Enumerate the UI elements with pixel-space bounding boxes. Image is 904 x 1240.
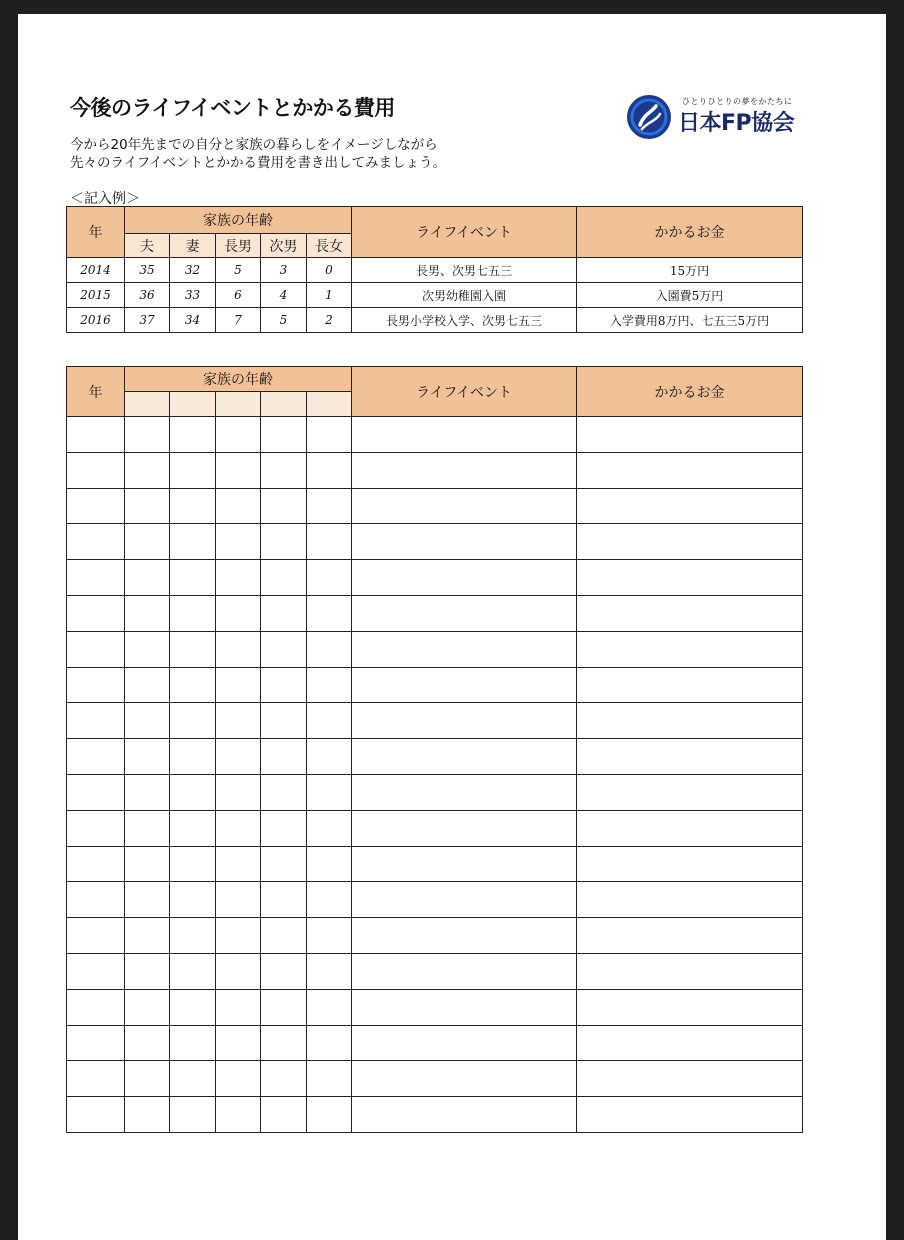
age-input-cell[interactable] (216, 524, 261, 560)
age-input-cell[interactable] (216, 452, 261, 488)
age-input-cell[interactable] (170, 595, 216, 631)
year-input-cell[interactable] (67, 595, 125, 631)
example-label: ＜記入例＞ (70, 191, 140, 207)
event-input-cell[interactable] (352, 631, 577, 667)
cost-input-cell[interactable] (577, 810, 803, 846)
age-input-cell[interactable] (216, 417, 261, 453)
cost-header: かかるお金 (577, 367, 803, 417)
member-header-wife: 妻 (170, 234, 216, 258)
year-input-cell[interactable] (67, 1025, 125, 1061)
example-age-cell: 6 (216, 283, 261, 308)
example-event-cell: 長男小学校入学、次男七五三 (352, 308, 577, 333)
age-input-cell[interactable] (261, 1097, 307, 1133)
age-input-cell[interactable] (125, 1061, 170, 1097)
age-input-cell[interactable] (170, 667, 216, 703)
example-age-cell: 37 (125, 308, 170, 333)
example-age-cell: 5 (216, 258, 261, 283)
age-input-cell[interactable] (261, 774, 307, 810)
age-input-cell[interactable] (216, 846, 261, 882)
cost-input-cell[interactable] (577, 703, 803, 739)
cost-input-cell[interactable] (577, 1025, 803, 1061)
event-input-cell[interactable] (352, 1097, 577, 1133)
cost-input-cell[interactable] (577, 524, 803, 560)
year-input-cell[interactable] (67, 667, 125, 703)
document-page (18, 14, 886, 1240)
age-input-cell[interactable] (170, 1097, 216, 1133)
year-input-cell[interactable] (67, 882, 125, 918)
example-age-cell: 35 (125, 258, 170, 283)
age-input-cell[interactable] (216, 667, 261, 703)
age-input-cell[interactable] (125, 631, 170, 667)
age-input-cell[interactable] (170, 953, 216, 989)
age-input-cell[interactable] (307, 989, 352, 1025)
form-row (67, 560, 803, 596)
form-row (67, 524, 803, 560)
age-input-cell[interactable] (170, 1025, 216, 1061)
age-input-cell[interactable] (261, 703, 307, 739)
year-input-cell[interactable] (67, 524, 125, 560)
age-input-cell[interactable] (216, 774, 261, 810)
event-input-cell[interactable] (352, 1061, 577, 1097)
age-input-cell[interactable] (170, 452, 216, 488)
member-header-husband: 夫 (125, 234, 170, 258)
age-input-cell[interactable] (125, 953, 170, 989)
event-input-cell[interactable] (352, 524, 577, 560)
example-cost-cell: 入学費用8万円、七五三5万円 (577, 308, 803, 333)
event-input-cell[interactable] (352, 703, 577, 739)
year-header: 年 (67, 367, 125, 417)
example-age-cell: 0 (307, 258, 352, 283)
age-input-cell[interactable] (261, 560, 307, 596)
example-age-cell: 34 (170, 308, 216, 333)
form-row (67, 739, 803, 775)
age-input-cell[interactable] (261, 810, 307, 846)
intro-text (70, 136, 446, 172)
age-input-cell[interactable] (307, 953, 352, 989)
example-age-cell: 2 (307, 308, 352, 333)
member-header-eldest-daughter: 長女 (307, 234, 352, 258)
age-input-cell[interactable] (216, 810, 261, 846)
age-input-cell[interactable] (307, 595, 352, 631)
cost-input-cell[interactable] (577, 631, 803, 667)
year-input-cell[interactable] (67, 452, 125, 488)
example-row (67, 308, 803, 333)
age-input-cell[interactable] (261, 452, 307, 488)
example-age-cell: 1 (307, 283, 352, 308)
year-input-cell[interactable] (67, 774, 125, 810)
example-age-cell: 32 (170, 258, 216, 283)
age-input-cell[interactable] (216, 739, 261, 775)
cost-input-cell[interactable] (577, 739, 803, 775)
form-row (67, 595, 803, 631)
logo-name: 日本FP協会 (678, 111, 795, 136)
example-age-cell: 5 (261, 308, 307, 333)
age-input-cell[interactable] (125, 989, 170, 1025)
example-year-cell: 2014 (67, 258, 125, 283)
cost-input-cell[interactable] (577, 918, 803, 954)
form-row (67, 667, 803, 703)
age-input-cell[interactable] (170, 918, 216, 954)
age-input-cell[interactable] (170, 739, 216, 775)
cost-input-cell[interactable] (577, 1061, 803, 1097)
event-input-cell[interactable] (352, 595, 577, 631)
age-input-cell[interactable] (261, 918, 307, 954)
example-age-cell: 36 (125, 283, 170, 308)
age-input-cell[interactable] (170, 846, 216, 882)
year-header: 年 (67, 207, 125, 258)
cost-input-cell[interactable] (577, 774, 803, 810)
age-input-cell[interactable] (307, 774, 352, 810)
form-row (67, 417, 803, 453)
age-input-cell[interactable] (216, 703, 261, 739)
logo-tagline: ひとりひとりの夢をかたちに (682, 97, 793, 106)
age-input-cell[interactable] (170, 560, 216, 596)
form-row (67, 953, 803, 989)
year-input-cell[interactable] (67, 488, 125, 524)
age-input-cell[interactable] (307, 667, 352, 703)
age-input-cell[interactable] (170, 774, 216, 810)
age-input-cell[interactable] (125, 417, 170, 453)
year-input-cell[interactable] (67, 1097, 125, 1133)
example-age-cell: 3 (261, 258, 307, 283)
year-input-cell[interactable] (67, 631, 125, 667)
example-age-cell: 7 (216, 308, 261, 333)
cost-input-cell[interactable] (577, 667, 803, 703)
age-input-cell[interactable] (170, 810, 216, 846)
age-input-cell[interactable] (125, 703, 170, 739)
page-title: 今後のライフイベントとかかる費用 (70, 96, 395, 120)
event-input-cell[interactable] (352, 488, 577, 524)
year-input-cell[interactable] (67, 846, 125, 882)
intro-line-1: 今から20年先までの自分と家族の暮らしをイメージしながら (70, 137, 438, 153)
age-input-cell[interactable] (307, 846, 352, 882)
jafp-logo-mark-icon (626, 94, 672, 140)
example-age-cell: 33 (170, 283, 216, 308)
age-input-cell[interactable] (125, 774, 170, 810)
age-input-cell[interactable] (125, 452, 170, 488)
cost-input-cell[interactable] (577, 488, 803, 524)
form-row (67, 918, 803, 954)
age-input-cell[interactable] (125, 810, 170, 846)
member-header-second-son: 次男 (261, 234, 307, 258)
age-input-cell[interactable] (307, 417, 352, 453)
age-input-cell[interactable] (125, 739, 170, 775)
age-input-cell[interactable] (170, 989, 216, 1025)
form-row (67, 452, 803, 488)
family-ages-header: 家族の年齢 (125, 367, 352, 392)
age-input-cell[interactable] (307, 882, 352, 918)
example-table (66, 206, 803, 333)
year-input-cell[interactable] (67, 953, 125, 989)
event-input-cell[interactable] (352, 989, 577, 1025)
cost-input-cell[interactable] (577, 953, 803, 989)
event-input-cell[interactable] (352, 667, 577, 703)
member-header-blank[interactable] (125, 392, 170, 417)
example-year-cell: 2015 (67, 283, 125, 308)
age-input-cell[interactable] (261, 1061, 307, 1097)
age-input-cell[interactable] (125, 524, 170, 560)
example-row (67, 258, 803, 283)
year-input-cell[interactable] (67, 918, 125, 954)
year-input-cell[interactable] (67, 560, 125, 596)
age-input-cell[interactable] (307, 452, 352, 488)
age-input-cell[interactable] (125, 560, 170, 596)
form-row (67, 488, 803, 524)
age-input-cell[interactable] (307, 1061, 352, 1097)
form-row (67, 1061, 803, 1097)
member-header-blank[interactable] (307, 392, 352, 417)
form-row (67, 1097, 803, 1133)
life-event-header: ライフイベント (352, 367, 577, 417)
age-input-cell[interactable] (125, 846, 170, 882)
age-input-cell[interactable] (261, 667, 307, 703)
life-event-form-table (66, 366, 803, 1133)
example-year-cell: 2016 (67, 308, 125, 333)
age-input-cell[interactable] (170, 631, 216, 667)
cost-input-cell[interactable] (577, 452, 803, 488)
form-row (67, 1025, 803, 1061)
form-row (67, 882, 803, 918)
age-input-cell[interactable] (216, 595, 261, 631)
age-input-cell[interactable] (170, 488, 216, 524)
form-row (67, 774, 803, 810)
cost-input-cell[interactable] (577, 846, 803, 882)
age-input-cell[interactable] (261, 989, 307, 1025)
event-input-cell[interactable] (352, 810, 577, 846)
event-input-cell[interactable] (352, 846, 577, 882)
age-input-cell[interactable] (125, 1025, 170, 1061)
cost-input-cell[interactable] (577, 989, 803, 1025)
age-input-cell[interactable] (307, 703, 352, 739)
age-input-cell[interactable] (125, 488, 170, 524)
member-header-eldest-son: 長男 (216, 234, 261, 258)
age-input-cell[interactable] (170, 1061, 216, 1097)
cost-input-cell[interactable] (577, 417, 803, 453)
age-input-cell[interactable] (307, 810, 352, 846)
year-input-cell[interactable] (67, 810, 125, 846)
age-input-cell[interactable] (216, 989, 261, 1025)
event-input-cell[interactable] (352, 739, 577, 775)
age-input-cell[interactable] (216, 918, 261, 954)
event-input-cell[interactable] (352, 918, 577, 954)
age-input-cell[interactable] (307, 560, 352, 596)
age-input-cell[interactable] (216, 953, 261, 989)
age-input-cell[interactable] (261, 488, 307, 524)
age-input-cell[interactable] (307, 1097, 352, 1133)
form-row (67, 846, 803, 882)
form-row (67, 703, 803, 739)
age-input-cell[interactable] (261, 953, 307, 989)
cost-input-cell[interactable] (577, 595, 803, 631)
event-input-cell[interactable] (352, 417, 577, 453)
example-event-cell: 長男、次男七五三 (352, 258, 577, 283)
age-input-cell[interactable] (307, 488, 352, 524)
cost-input-cell[interactable] (577, 560, 803, 596)
example-cost-cell: 15万円 (577, 258, 803, 283)
age-input-cell[interactable] (261, 417, 307, 453)
example-row (67, 283, 803, 308)
age-input-cell[interactable] (216, 1097, 261, 1133)
age-input-cell[interactable] (125, 667, 170, 703)
age-input-cell[interactable] (261, 595, 307, 631)
age-input-cell[interactable] (261, 739, 307, 775)
cost-input-cell[interactable] (577, 882, 803, 918)
age-input-cell[interactable] (216, 882, 261, 918)
age-input-cell[interactable] (125, 918, 170, 954)
event-input-cell[interactable] (352, 452, 577, 488)
age-input-cell[interactable] (170, 703, 216, 739)
age-input-cell[interactable] (307, 631, 352, 667)
age-input-cell[interactable] (216, 1025, 261, 1061)
year-input-cell[interactable] (67, 1061, 125, 1097)
form-row (67, 810, 803, 846)
age-input-cell[interactable] (216, 488, 261, 524)
age-input-cell[interactable] (307, 918, 352, 954)
member-header-blank[interactable] (261, 392, 307, 417)
year-input-cell[interactable] (67, 989, 125, 1025)
member-header-blank[interactable] (216, 392, 261, 417)
family-ages-header: 家族の年齢 (125, 207, 352, 234)
age-input-cell[interactable] (125, 1097, 170, 1133)
age-input-cell[interactable] (125, 595, 170, 631)
event-input-cell[interactable] (352, 774, 577, 810)
age-input-cell[interactable] (307, 1025, 352, 1061)
cost-header: かかるお金 (577, 207, 803, 258)
event-input-cell[interactable] (352, 882, 577, 918)
age-input-cell[interactable] (170, 882, 216, 918)
age-input-cell[interactable] (307, 739, 352, 775)
jafp-logo (626, 92, 816, 142)
age-input-cell[interactable] (170, 417, 216, 453)
age-input-cell[interactable] (261, 882, 307, 918)
year-input-cell[interactable] (67, 703, 125, 739)
member-header-blank[interactable] (170, 392, 216, 417)
event-input-cell[interactable] (352, 1025, 577, 1061)
age-input-cell[interactable] (216, 560, 261, 596)
age-input-cell[interactable] (170, 524, 216, 560)
life-event-header: ライフイベント (352, 207, 577, 258)
form-row (67, 631, 803, 667)
age-input-cell[interactable] (261, 1025, 307, 1061)
age-input-cell[interactable] (261, 524, 307, 560)
age-input-cell[interactable] (125, 882, 170, 918)
event-input-cell[interactable] (352, 560, 577, 596)
cost-input-cell[interactable] (577, 1097, 803, 1133)
form-row (67, 989, 803, 1025)
year-input-cell[interactable] (67, 417, 125, 453)
year-input-cell[interactable] (67, 739, 125, 775)
age-input-cell[interactable] (261, 631, 307, 667)
age-input-cell[interactable] (216, 631, 261, 667)
example-age-cell: 4 (261, 283, 307, 308)
age-input-cell[interactable] (216, 1061, 261, 1097)
example-cost-cell: 入園費5万円 (577, 283, 803, 308)
example-event-cell: 次男幼稚園入園 (352, 283, 577, 308)
age-input-cell[interactable] (261, 846, 307, 882)
intro-line-2: 先々のライフイベントとかかる費用を書き出してみましょう。 (70, 155, 446, 171)
age-input-cell[interactable] (307, 524, 352, 560)
event-input-cell[interactable] (352, 953, 577, 989)
